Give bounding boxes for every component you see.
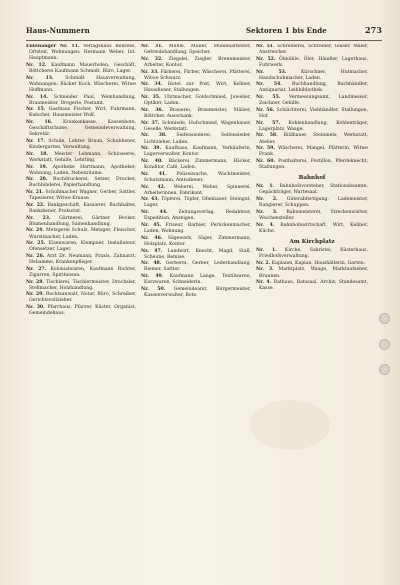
entry-house-number: Nr. 38.: [141, 133, 167, 139]
entry-house-number: Nr. 3.: [256, 267, 274, 273]
directory-entry: [141, 108, 251, 120]
directory-entry: [256, 57, 368, 69]
entry-residents: Landwirt, Knecht, Magd, Stall, Scheune, Remise.: [144, 248, 251, 260]
entry-residents: Schule, Lehrer Braun, Schuldiener, Kindergarten, Verwaltung.: [29, 138, 136, 151]
entry-residents: Bäckerei Zimmermann, Bäcker, Konditor, Café, Laden.: [144, 159, 251, 171]
entry-residents: Töpferei, Töpfer, Ofenbauer, Steingut, Lager.: [144, 197, 251, 209]
directory-entry: [256, 121, 368, 133]
entry-house-number: Nr. 47.: [141, 248, 163, 254]
entry-residents: Kaplanei, Kaplan, Haushälterin, Garten.: [270, 260, 366, 266]
text-column-2: [141, 44, 251, 564]
entry-house-number: Nr. 57.: [256, 120, 281, 126]
directory-entry: [256, 210, 368, 222]
entry-residents: Friseur, Barbier, Perückenmacher, Laden, Wohnung.: [144, 222, 251, 235]
binder-hole: [379, 339, 390, 350]
entry-residents: Kirche, Sakristei, Küsterhaus, Friedhofsverwaltung.: [259, 247, 368, 260]
entry-house-number: Nr. 12.: [26, 62, 47, 68]
directory-entry: [141, 82, 251, 94]
entry-house-number: Nr. 25.: [26, 241, 46, 247]
entry-residents: Rathaus, Ratssaal, Archiv, Standesamt, Kasse.: [259, 280, 368, 292]
entry-residents: Zeitungsverlag, Redakteur, Expedition, Anzeigen.: [144, 210, 251, 222]
directory-entry: [256, 267, 368, 279]
directory-entry: [256, 133, 368, 145]
entry-residents: Güterabfertigung, Lademeister, Rangierer, Schuppen.: [259, 197, 368, 209]
directory-entry: [256, 159, 368, 171]
directory-entry: [141, 185, 251, 197]
directory-entry: [26, 241, 136, 253]
entry-residents: Buchhandlung, Buchhändler, Antiquariat, Leihbibliothek.: [259, 82, 368, 94]
entry-house-number: Nr. 22.: [26, 202, 45, 208]
directory-entry: [26, 165, 136, 177]
directory-entry: [141, 261, 251, 273]
entry-house-number: Nr. 2.: [256, 260, 271, 266]
binder-hole: [379, 364, 390, 375]
section-heading: Bahnhof: [298, 175, 326, 182]
entry-house-number: Nr. 51.: [256, 44, 275, 49]
entry-house-number: Nr. 50.: [141, 286, 166, 292]
entry-residents: Pfarrhaus, Pfarrer, Küster, Organist, Gemeindehaus.: [29, 305, 136, 317]
directory-entry: [141, 44, 251, 56]
entry-house-number: Nr. 4.: [256, 222, 275, 228]
entry-house-number: Nr. 23.: [26, 215, 51, 221]
text-column-3: [256, 44, 368, 564]
directory-entry: [26, 152, 136, 164]
entry-house-number: Nr. 18.: [26, 151, 49, 157]
entry-house-number: Nr. 33.: [141, 69, 159, 75]
entry-house-number: Nr. 1.: [256, 184, 275, 190]
entry-house-number: Nr. 34.: [141, 82, 163, 88]
entry-house-number: Nr. 39.: [141, 146, 162, 152]
entry-house-number: Nr. 15.: [26, 107, 46, 113]
entry-residents: Schmidt Hausverwaltung, Wohnungen: Bäcker Koch, Wäscherei, Witwe Hoffmann.: [29, 75, 136, 93]
entry-residents: Eisenwaren, Klempner, Installateur, Ofensetzer, Lager.: [29, 241, 136, 253]
directory-entry: [26, 305, 136, 317]
entry-residents: Kohlenhandlung, Kohlenträger, Lagerplatz, Waage.: [259, 120, 368, 132]
entry-residents: Meister Lehmann, Schlosserei, Werkstatt, Gehilfe, Lehrling.: [29, 151, 136, 163]
entry-house-number: Nr. 17.: [26, 138, 46, 144]
entry-residents: Posthalterei, Postillon, Pferdeknecht, Stallungen.: [259, 159, 368, 171]
entry-house-number: Nr. 13.: [26, 75, 54, 81]
header-divider: [26, 40, 382, 41]
entry-house-number: Nr. 41.: [141, 171, 167, 177]
entry-residents: Verlagshaus Behrens, Ortsteil, Wohnungen: Hermann Weber, Int. Hauptmann.: [29, 44, 136, 62]
entry-house-number: Nr. 54.: [256, 82, 282, 88]
entry-house-number: Nr. 60.: [256, 159, 276, 165]
entry-house-number: Nr. 56.: [256, 107, 275, 113]
directory-entry: [256, 95, 368, 107]
directory-entry: [141, 287, 251, 299]
entry-residents: Wäscherei, Mangel, Plätterin, Witwe Frank.: [259, 146, 368, 158]
entry-residents: Krankenkasse, Kassenbote, Geschäftsräume, Gemeindeverwaltung, Sekretär.: [29, 120, 136, 138]
entry-house-number: Nr. 52.: [256, 56, 276, 62]
directory-entry: [141, 95, 251, 107]
entry-house-number: Nr. 32.: [141, 56, 163, 62]
header-center-title: Sektoren 1 bis Ende: [246, 26, 327, 35]
directory-entry: [256, 108, 368, 120]
entry-residents: Mühle, Müller, Mühlenarbeiter, Getreidehandlung, Speicher.: [144, 44, 251, 56]
directory-entry: [26, 292, 136, 304]
directory-entry: [26, 267, 136, 279]
entry-house-number: Nr. 48.: [141, 261, 162, 267]
entry-house-number: Nr. 59.: [256, 146, 275, 152]
header-left-title: Haus-Nummern: [26, 26, 90, 35]
entry-residents: Sägewerk, Säger, Zimmermann, Holzplatz, Kontor.: [144, 235, 251, 247]
entry-house-number: Nr. 14.: [26, 94, 48, 100]
directory-entry: [141, 70, 251, 82]
entry-residents: Schmiede, Hufschmied, Wagenbauer, Geselle, Werkstatt.: [144, 120, 251, 132]
directory-entry: [26, 216, 136, 228]
directory-entry: [26, 280, 136, 292]
entry-house-number: Nr. 19.: [26, 164, 48, 170]
directory-entry: [141, 197, 251, 209]
directory-entry: [141, 249, 251, 261]
entry-residents: Gärtnerei, Gärtner Becker, Blumenhandlung, Samenhandlung.: [29, 215, 136, 227]
directory-entry: [256, 197, 368, 209]
entry-house-number: Nr. 36.: [141, 107, 164, 113]
entry-residents: Metzgerei Schulz, Metzger, Fleischer, Wurstmacher, Laden.: [29, 228, 136, 240]
entry-residents: Färberei, Färber, Wäscherei, Plätterei, Witwe Schwarz.: [144, 69, 251, 81]
directory-entry: [141, 146, 251, 158]
entry-residents: Rechtsanwalt, Notar, Büro, Schreiber, Gerichtsvollzieher.: [29, 292, 136, 304]
text-column-1: [26, 44, 136, 564]
entry-residents: Buchdruckerei, Setzer, Drucker, Buchbinderei, Papierhandlung.: [29, 177, 136, 189]
entry-house-number: Nr. 35.: [141, 95, 161, 101]
directory-entry: [141, 133, 251, 145]
directory-entry: [26, 228, 136, 240]
directory-entry: [256, 184, 368, 196]
entry-residents: Gasthaus Fischer, Wirt, Fuhrmann, Kutscher, Hausmeister Wolf.: [29, 107, 136, 119]
entry-residents: Bahnmeisterei, Streckenwärter, Weichensteller.: [259, 209, 368, 221]
entry-residents: Uhrmacher, Goldschmied, Juwelier, Optiker, Laden.: [144, 95, 251, 107]
entry-residents: Seifensiederei, Seifensieder, Lichtzieher, Laden.: [144, 133, 251, 145]
entry-house-number: Nr. 28.: [26, 279, 45, 285]
directory-entry: [141, 172, 251, 184]
entry-house-number: Nr. 24.: [26, 228, 44, 234]
directory-entry: [141, 210, 251, 222]
directory-entry: [141, 121, 251, 133]
directory-entry: [141, 57, 251, 69]
binder-hole: [379, 313, 390, 324]
entry-house-number: Nr. 58.: [256, 133, 278, 139]
entry-residents: Brauerei, Braumeister, Mälzer, Böttcher, Ausschank.: [144, 107, 251, 119]
page-number: 273: [365, 25, 382, 35]
directory-entry: [256, 261, 368, 267]
entry-residents: Gemeindeamt, Bürgermeister, Kassenverwalter, Bote.: [144, 286, 251, 298]
entry-residents: Schneider Paul, Weinhandlung, Braumeister, Drogerie, Postamt.: [29, 94, 136, 106]
entry-residents: Bildhauer, Steinmetz, Werkstatt, Atelier.: [259, 133, 368, 145]
entry-house-number: Nr. 29.: [26, 292, 44, 298]
entry-house-number: Nr. 43.: [141, 197, 159, 203]
directory-entry: [256, 82, 368, 94]
directory-entry: [26, 63, 136, 75]
entry-house-number: Entenanger Nr. 11.: [26, 44, 80, 49]
entry-house-number: Nr. 53.: [256, 69, 287, 75]
entry-residents: Arzt Dr. Neumann, Praxis, Zahnarzt, Hebamme, Krankenpfleger.: [29, 254, 136, 266]
entry-residents: Tischlerei, Tischlermeister, Drechsler, Stellmacher, Holzhandlung.: [29, 279, 136, 291]
entry-house-number: Nr. 46.: [141, 235, 163, 241]
entry-house-number: Nr. 3.: [256, 209, 278, 215]
entry-residents: Marktplatz, Waage, Marktaufseher, Brunnen.: [259, 267, 368, 279]
entry-residents: Schreinerei, Schreiner, Glaser, Maler, Anstreicher.: [259, 44, 368, 56]
directory-entry: [256, 280, 368, 292]
directory-entry: [141, 159, 251, 171]
directory-entry: [26, 139, 136, 151]
entry-residents: Bahnhofsvorsteher, Stationsbeamte, Gepäckträger, Wartesaal.: [259, 184, 368, 196]
entry-residents: Kolonialwaren, Kaufmann Richter, Zigarren, Spirituosen.: [29, 266, 136, 278]
entry-house-number: Nr. 55.: [256, 95, 281, 101]
entry-residents: Schuhmacher Wagner, Gerber, Sattler, Tapezierer, Witwe Krause.: [29, 190, 136, 202]
entry-residents: Hotel zur Post, Wirt, Kellner, Hausdiener, Stallungen.: [144, 82, 251, 94]
entry-house-number: Nr. 20.: [26, 177, 48, 183]
entry-house-number: Nr. 31.: [141, 44, 163, 49]
entry-residents: Polizeiwache, Wachtmeister, Schutzmann, Amtsdiener.: [144, 171, 251, 183]
entry-residents: Kaufmann Mauerhofen, Geschäft, Böttcherei Kaufmann Schmidt, Büro, Lager.: [29, 62, 136, 74]
entry-residents: Kaufmann Lange, Textilwaren, Kurzwaren, Schneiderin.: [144, 274, 251, 286]
directory-entry: [26, 95, 136, 107]
entry-house-number: Nr. 21.: [26, 190, 44, 196]
directory-entry: [141, 236, 251, 248]
entry-residents: Schlächterei, Viehhändler, Stallungen, Hof.: [259, 107, 368, 119]
entry-house-number: Nr. 16.: [26, 120, 53, 126]
entry-residents: Bahnhofswirtschaft, Wirt, Kellner, Küche.: [259, 222, 368, 234]
entry-house-number: Nr. 4.: [256, 280, 272, 286]
entry-residents: Vermessungsamt, Landmesser, Zeichner, Gehilfe.: [259, 95, 368, 107]
entry-residents: Bankgeschäft, Kassierer, Buchhalter, Bankdiener, Prokurist.: [29, 202, 136, 214]
entry-house-number: Nr. 2.: [256, 197, 278, 203]
entry-house-number: Nr. 49.: [141, 274, 164, 280]
directory-entry: [26, 107, 136, 119]
entry-house-number: Nr. 1.: [256, 247, 277, 253]
directory-entry: [141, 223, 251, 235]
entry-residents: Apotheke Hartmann, Apotheker, Wohnung, Laden, Nebenräume.: [29, 164, 136, 176]
directory-entry: [141, 274, 251, 286]
entry-residents: Weberei, Weber, Spinnerei, Arbeiterinnen, Fabrikant.: [144, 184, 251, 196]
entry-house-number: Nr. 37.: [141, 120, 160, 126]
directory-entry: [26, 177, 136, 189]
entry-residents: Kaufhaus, Kaufmann, Verkäuferin, Lagerverwalter, Kontor.: [144, 146, 251, 158]
directory-entry: [256, 44, 368, 56]
entry-residents: Ziegelei, Ziegler, Brennmeister, Arbeiter, Kontor.: [144, 56, 251, 68]
entry-house-number: Nr. 44.: [141, 210, 168, 216]
entry-house-number: Nr. 26.: [26, 254, 45, 259]
directory-entry: [256, 70, 368, 82]
directory-entry: [26, 203, 136, 215]
directory-entry: [26, 120, 136, 138]
entry-house-number: Nr. 45.: [141, 222, 162, 228]
directory-entry: [26, 190, 136, 202]
entry-house-number: Nr. 40.: [141, 159, 163, 165]
directory-entry: [26, 76, 136, 94]
entry-house-number: Nr. 42.: [141, 184, 166, 190]
entry-house-number: Nr. 27.: [26, 266, 47, 272]
directory-entry: [26, 254, 136, 266]
page-header: [26, 26, 382, 40]
entry-house-number: Nr. 30.: [26, 305, 45, 311]
entry-residents: Kürschner, Hutmacher, Handschuhmacher, Laden.: [259, 69, 368, 81]
entry-residents: Gerberei, Gerber, Lederhandlung, Riemer, Sattler.: [144, 261, 251, 273]
directory-entry: [256, 248, 368, 260]
directory-entry: [256, 223, 368, 235]
entry-residents: Ölmühle, Öler, Händler, Lagerhaus, Fuhrwerk.: [259, 56, 368, 68]
directory-entry: [26, 44, 136, 62]
section-heading: Am Kirchplatz: [289, 238, 335, 245]
directory-entry: [256, 146, 368, 158]
